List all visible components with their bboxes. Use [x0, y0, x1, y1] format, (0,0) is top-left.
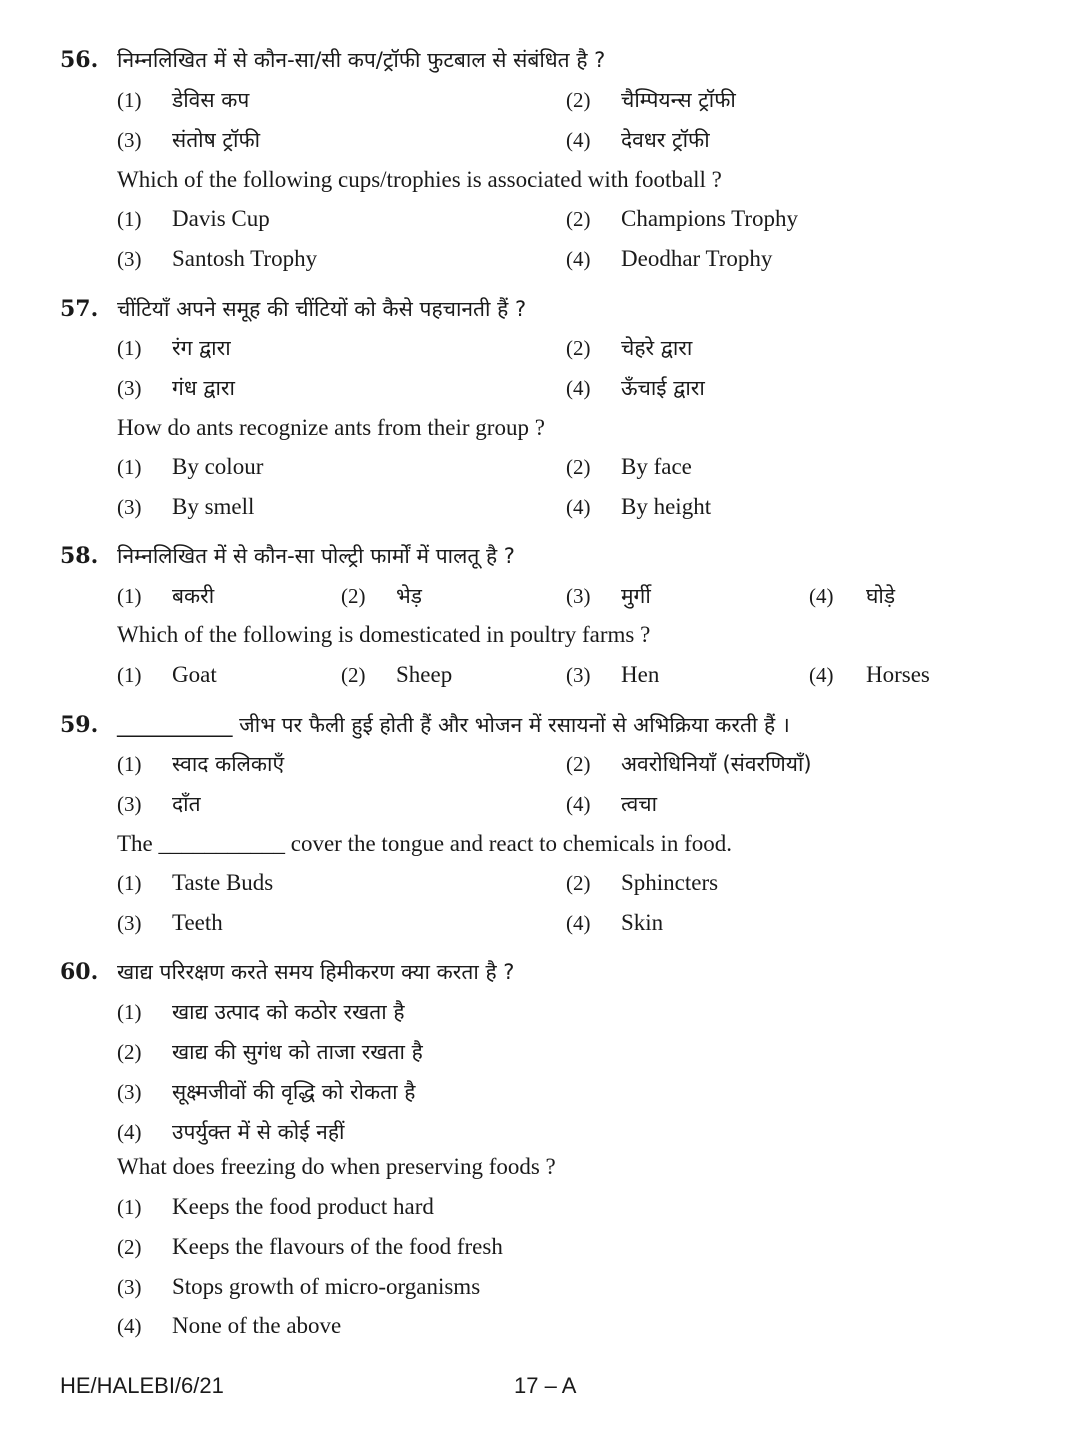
option-text: Horses — [866, 662, 930, 687]
option-text: Davis Cup — [172, 206, 270, 231]
question-number: 60. — [60, 959, 99, 985]
option-text: घोड़े — [866, 584, 896, 608]
option-text: Champions Trophy — [621, 206, 799, 231]
question-stem-english: Which of the following cups/trophies is associated with football ? — [117, 167, 722, 192]
option-number: (4) — [566, 376, 591, 400]
option-number: (3) — [117, 792, 142, 816]
option-text: ऊँचाई द्वारा — [621, 376, 705, 400]
option-text: सूक्ष्मजीवों की वृद्धि को रोकता है — [172, 1080, 416, 1104]
option-text: Deodhar Trophy — [621, 246, 773, 271]
option-text: None of the above — [172, 1313, 342, 1338]
question-stem-hindi: निम्नलिखित में से कौन-सा पोल्ट्री फार्मों में पालतू है ? — [117, 544, 515, 568]
option-number: (3) — [117, 911, 142, 935]
option-text: Goat — [172, 662, 217, 687]
option-text: Teeth — [172, 910, 223, 935]
option-text: Keeps the food product hard — [172, 1194, 434, 1219]
option-number: (4) — [566, 128, 591, 152]
option-number: (2) — [566, 752, 591, 776]
option-text: खाद्य उत्पाद को कठोर रखता है — [172, 1000, 405, 1024]
option-number: (1) — [117, 455, 142, 479]
option-text: Stops growth of micro-organisms — [172, 1274, 481, 1299]
option-number: (4) — [566, 792, 591, 816]
option-number: (2) — [566, 455, 591, 479]
option-number: (3) — [566, 663, 591, 687]
option-text: डेविस कप — [172, 88, 250, 112]
option-text: दाँत — [172, 792, 201, 816]
option-number: (3) — [117, 1275, 142, 1299]
option-text: भेड़ — [396, 584, 422, 608]
option-number: (3) — [117, 247, 142, 271]
option-text: Santosh Trophy — [172, 246, 318, 271]
option-text: गंध द्वारा — [172, 376, 235, 400]
option-number: (2) — [566, 88, 591, 112]
question-stem-hindi: निम्नलिखित में से कौन-सा/सी कप/ट्रॉफी फुटबाल से संबंधित है ? — [117, 48, 606, 72]
option-text: रंग द्वारा — [172, 336, 231, 360]
option-number: (3) — [117, 376, 142, 400]
option-number: (3) — [117, 1080, 142, 1104]
option-number: (3) — [566, 584, 591, 608]
option-number: (1) — [117, 88, 142, 112]
booklet-code: HE/HALEBI/6/21 — [60, 1373, 224, 1398]
question-stem-english: The ___________ cover the tongue and react to chemicals in food. — [117, 831, 733, 856]
option-number: (4) — [117, 1314, 142, 1338]
question-stem-english: What does freezing do when preserving foods ? — [117, 1154, 556, 1179]
option-number: (1) — [117, 871, 142, 895]
option-number: (2) — [566, 871, 591, 895]
option-text: Sphincters — [621, 870, 719, 895]
option-text: Sheep — [396, 662, 453, 687]
option-text: Keeps the flavours of the food fresh — [172, 1234, 503, 1259]
option-text: खाद्य की सुगंध को ताजा रखता है — [172, 1040, 423, 1064]
option-number: (4) — [566, 911, 591, 935]
option-number: (1) — [117, 663, 142, 687]
question-stem-english: Which of the following is domesticated in poultry farms ? — [117, 622, 651, 647]
question-number: 56. — [60, 47, 99, 73]
option-number: (2) — [117, 1235, 142, 1259]
option-number: (1) — [117, 207, 142, 231]
option-number: (2) — [341, 663, 366, 687]
option-number: (2) — [566, 207, 591, 231]
option-text: चेहरे द्वारा — [621, 336, 693, 360]
option-text: Taste Buds — [172, 870, 274, 895]
option-text: बकरी — [172, 584, 215, 608]
option-number: (1) — [117, 336, 142, 360]
question-stem-english: How do ants recognize ants from their group ? — [117, 415, 545, 440]
option-number: (2) — [341, 584, 366, 608]
option-number: (3) — [117, 128, 142, 152]
option-number: (3) — [117, 495, 142, 519]
option-number: (1) — [117, 584, 142, 608]
question-number: 58. — [60, 543, 99, 569]
option-number: (4) — [566, 495, 591, 519]
option-number: (2) — [117, 1040, 142, 1064]
option-text: By smell — [172, 494, 255, 519]
question-number: 59. — [60, 712, 99, 738]
option-text: Hen — [621, 662, 660, 687]
option-text: अवरोधिनियाँ (संवरणियाँ) — [621, 752, 812, 776]
question-stem-hindi: ___________ जीभ पर फैली हुई होती हैं और भोजन में रसायनों से अभिक्रिया करती हैं । — [117, 713, 790, 737]
option-number: (1) — [117, 752, 142, 776]
option-text: मुर्गी — [621, 584, 651, 608]
option-text: By height — [621, 494, 712, 519]
option-number: (2) — [566, 336, 591, 360]
option-text: By colour — [172, 454, 264, 479]
option-number: (4) — [809, 584, 834, 608]
option-text: स्वाद कलिकाएँ — [172, 752, 285, 776]
question-number: 57. — [60, 296, 99, 322]
page-number: 17 – A — [514, 1373, 577, 1398]
option-text: चैम्पियन्स ट्रॉफी — [621, 88, 736, 112]
option-number: (4) — [809, 663, 834, 687]
option-text: त्वचा — [621, 792, 658, 816]
option-text: देवधर ट्रॉफी — [621, 128, 710, 152]
question-stem-hindi: चींटियाँ अपने समूह की चींटियों को कैसे पहचानती हैं ? — [117, 297, 527, 321]
option-number: (1) — [117, 1195, 142, 1219]
option-text: By face — [621, 454, 692, 479]
option-number: (4) — [566, 247, 591, 271]
option-number: (1) — [117, 1000, 142, 1024]
option-text: उपर्युक्त में से कोई नहीं — [172, 1120, 345, 1144]
question-stem-hindi: खाद्य परिरक्षण करते समय हिमीकरण क्या करता है ? — [117, 960, 515, 984]
option-text: संतोष ट्रॉफी — [172, 128, 261, 152]
option-text: Skin — [621, 910, 664, 935]
option-number: (4) — [117, 1120, 142, 1144]
